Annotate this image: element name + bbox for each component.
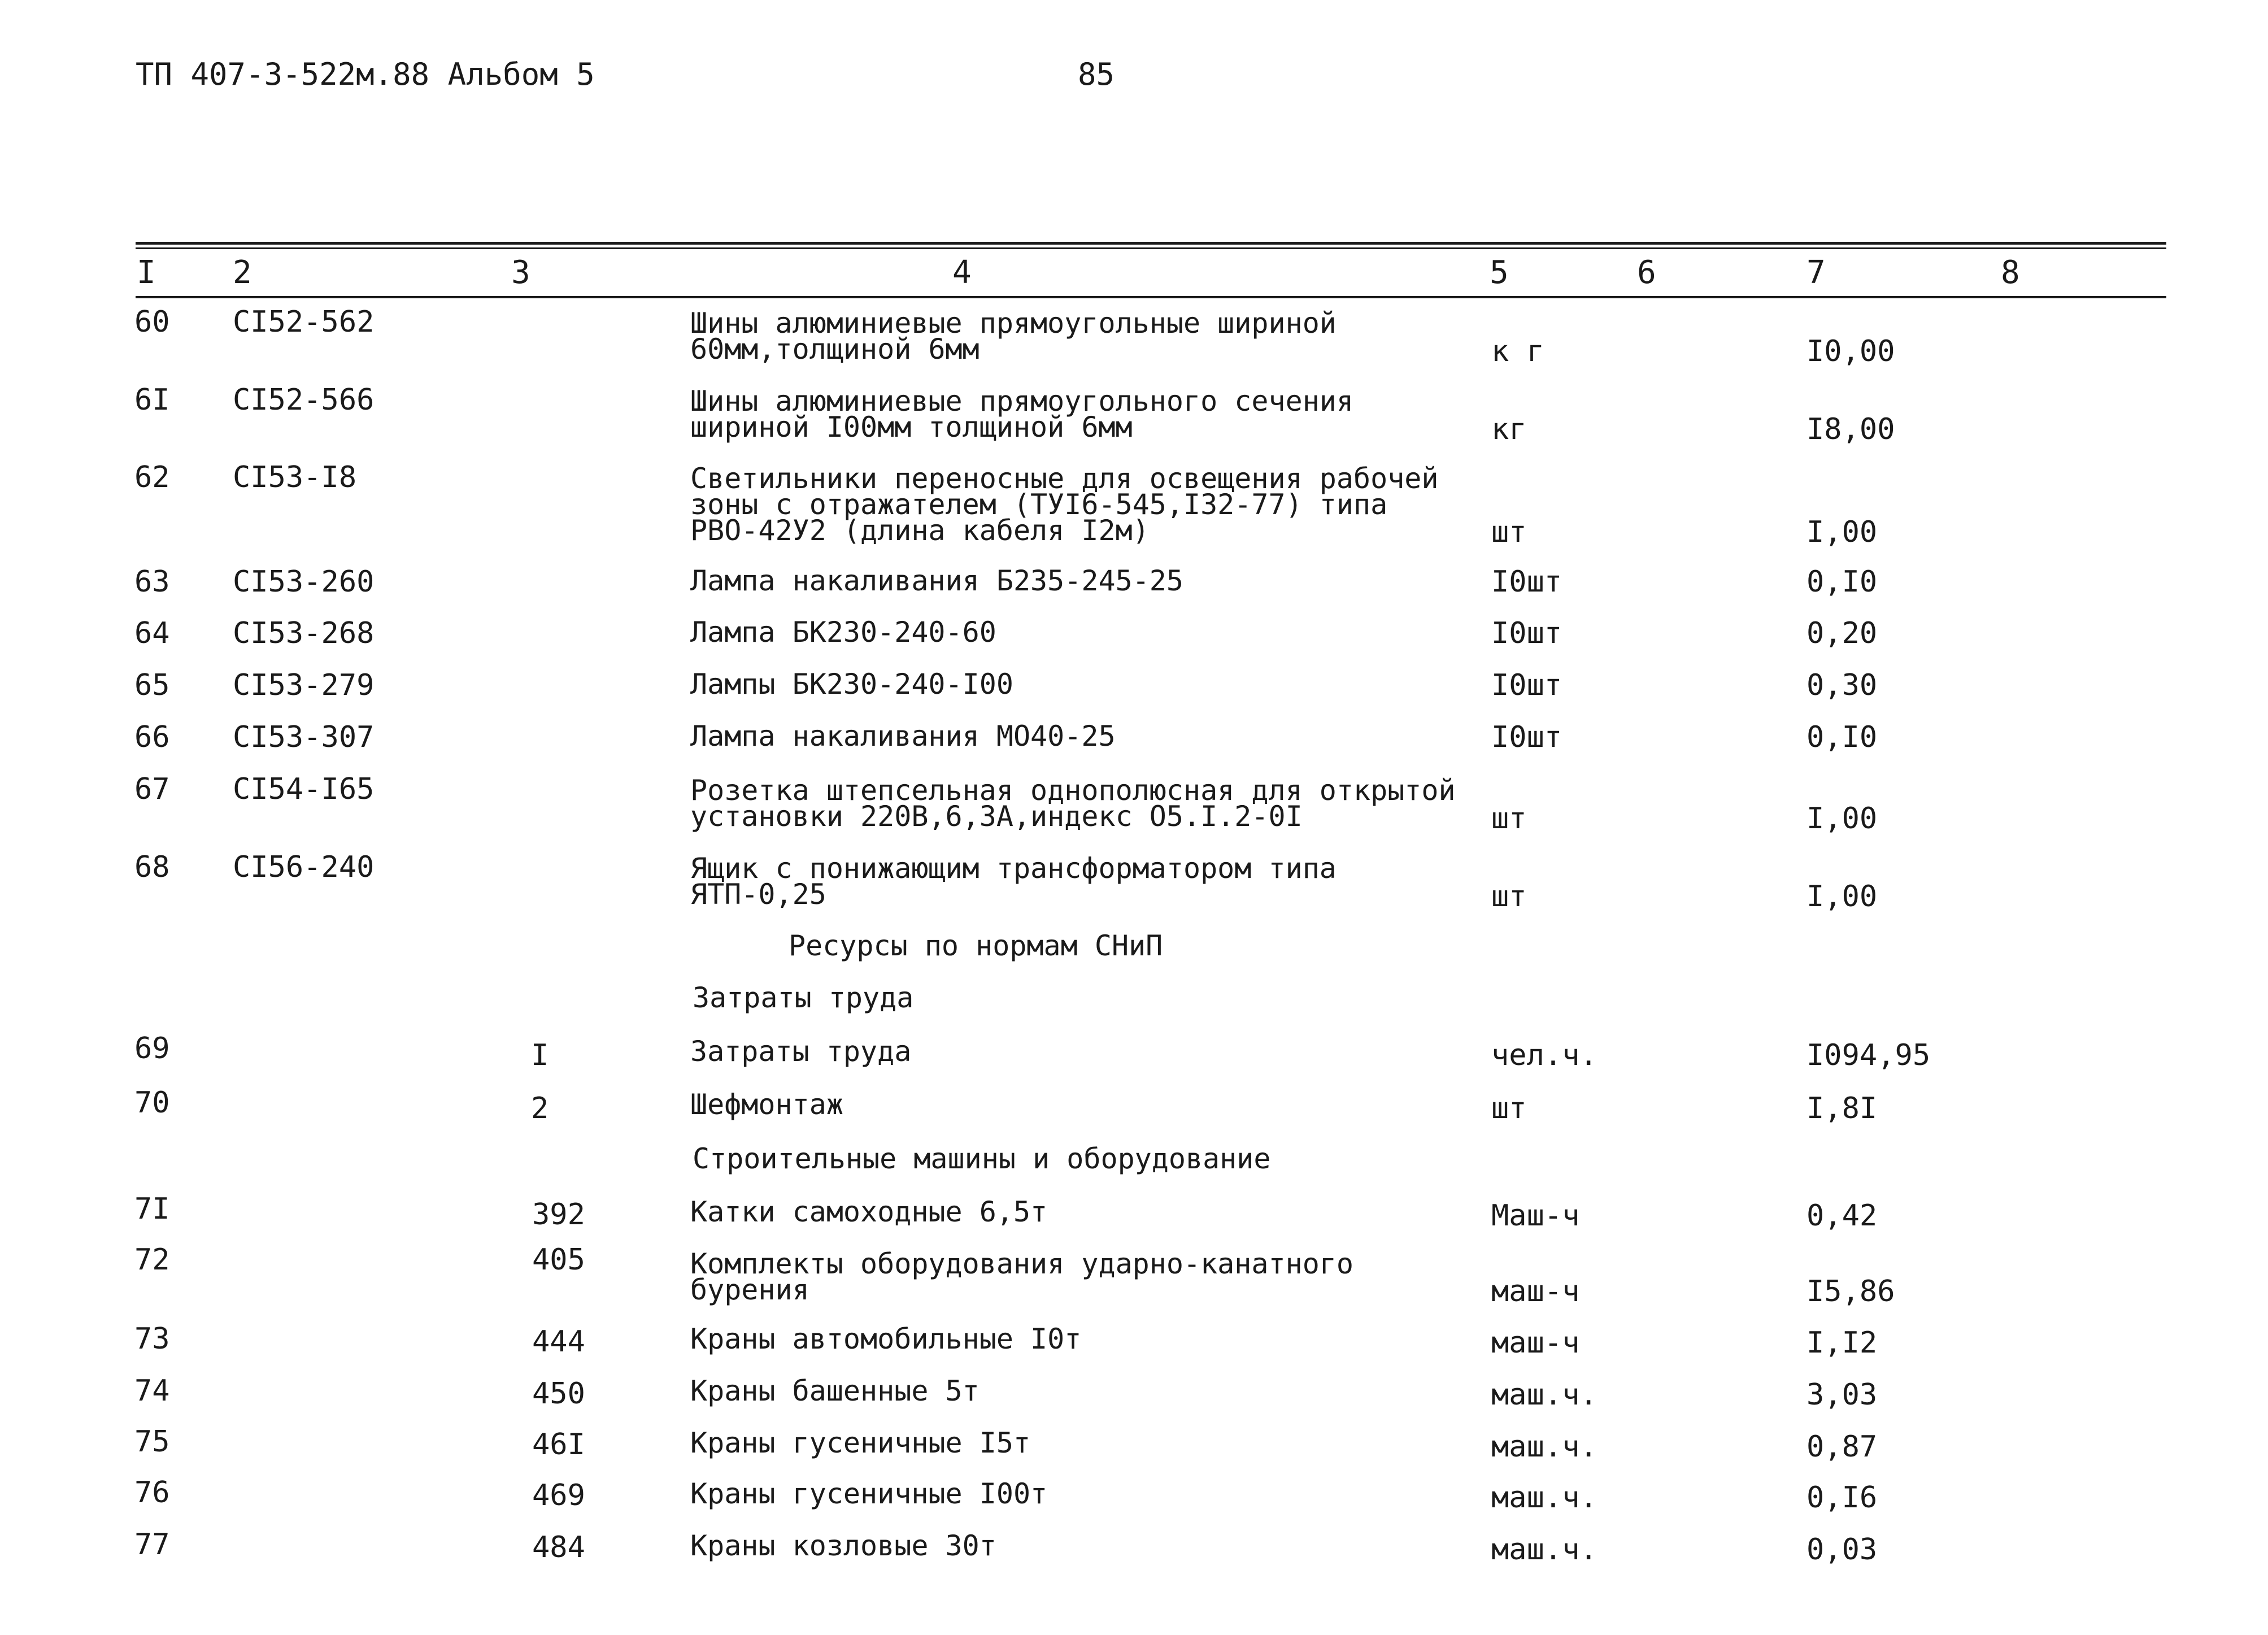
row-quantity: 0,03 <box>1806 1533 1878 1567</box>
row-code: СI52-566 <box>233 383 375 417</box>
row-number: 72 <box>134 1243 170 1277</box>
row-code: СI53-279 <box>233 668 375 702</box>
table-row <box>0 1086 2268 1125</box>
row-description: Краны гусеничные I00т <box>690 1477 1048 1510</box>
row-quantity: I8,00 <box>1806 412 1895 446</box>
row-number: 60 <box>134 305 170 339</box>
document-code: ТП 407-3-522м.88 Альбом 5 <box>136 56 595 92</box>
row-description: Краны козловые 30т <box>690 1529 996 1562</box>
row-description: Затраты труда <box>690 1035 912 1068</box>
row-quantity: 0,I0 <box>1806 720 1878 754</box>
row-unit: маш-ч <box>1491 1275 1580 1308</box>
row-number: 6I <box>134 383 170 417</box>
row-description: Шины алюминиевые прямоугольные шириной 60мм,толщиной 6мм <box>690 307 1337 366</box>
row-quantity: I0,00 <box>1806 334 1895 368</box>
section-heading-machines: Строительные машины и оборудование <box>693 1142 1271 1175</box>
row-unit: шт <box>1491 515 1527 549</box>
row-quantity: I5,86 <box>1806 1275 1895 1308</box>
row-reference: 2 <box>531 1092 549 1125</box>
row-unit: Маш-ч <box>1491 1199 1580 1233</box>
row-reference: 450 <box>532 1377 585 1411</box>
row-description: Катки самоходные 6,5т <box>690 1195 1048 1228</box>
row-unit: кг <box>1491 412 1527 446</box>
row-unit: к г <box>1491 334 1544 368</box>
table-row <box>0 460 2268 549</box>
table-row <box>0 1322 2268 1360</box>
column-header-5: 5 <box>1490 254 1509 291</box>
row-code: СI53-I8 <box>233 460 357 494</box>
row-number: 70 <box>134 1086 170 1120</box>
row-code: СI53-260 <box>233 565 375 599</box>
row-quantity: I,00 <box>1806 515 1878 549</box>
row-description: Шины алюминиевые прямоугольного сечения шириной I00мм толщиной 6мм <box>690 385 1353 443</box>
column-header-2: 2 <box>233 254 252 291</box>
row-quantity: 0,20 <box>1806 616 1878 650</box>
row-unit: маш.ч. <box>1491 1481 1597 1515</box>
table-top-rule-2 <box>136 247 2166 249</box>
row-number: 66 <box>134 720 170 754</box>
row-description: Ящик с понижающим трансформатором типа ЯТП-0,25 <box>690 852 1337 911</box>
row-unit: маш-ч <box>1491 1326 1580 1360</box>
row-quantity: I,00 <box>1806 802 1878 836</box>
row-quantity: 3,03 <box>1806 1378 1878 1412</box>
row-unit: шт <box>1491 1092 1527 1125</box>
row-description: Шефмонтаж <box>690 1088 843 1121</box>
row-code: СI52-562 <box>233 305 375 339</box>
table-row <box>0 616 2268 650</box>
row-reference: 484 <box>532 1530 585 1564</box>
row-number: 75 <box>134 1425 170 1459</box>
table-row <box>0 1032 2268 1072</box>
row-number: 68 <box>134 850 170 884</box>
row-number: 63 <box>134 565 170 599</box>
column-header-8: 8 <box>2001 254 2020 291</box>
section-heading-snip: Ресурсы по нормам СНиП <box>789 929 1163 962</box>
row-description: Лампы БК230-240-I00 <box>690 668 1013 701</box>
row-quantity: I,I2 <box>1806 1326 1878 1360</box>
table-row <box>0 668 2268 702</box>
row-number: 67 <box>134 772 170 806</box>
table-row <box>0 1192 2268 1233</box>
row-unit: I0шт <box>1491 668 1562 702</box>
row-quantity: 0,I0 <box>1806 565 1878 599</box>
row-unit: маш.ч. <box>1491 1533 1597 1567</box>
row-description: Лампа БК230-240-60 <box>690 616 996 649</box>
header-bottom-rule <box>136 296 2166 298</box>
row-code: СI53-307 <box>233 720 375 754</box>
row-code: СI56-240 <box>233 850 375 884</box>
row-unit: маш.ч. <box>1491 1378 1597 1412</box>
row-unit: чел.ч. <box>1491 1038 1597 1072</box>
row-reference: I <box>531 1038 549 1072</box>
table-top-rule-1 <box>136 242 2166 245</box>
table-row <box>0 1243 2268 1308</box>
row-quantity: 0,87 <box>1806 1430 1878 1464</box>
row-unit: I0шт <box>1491 720 1562 754</box>
row-description: Комплекты оборудования ударно-канатного бурения <box>690 1247 1353 1306</box>
row-reference: 405 <box>532 1243 585 1277</box>
row-quantity: I094,95 <box>1806 1038 1931 1072</box>
row-quantity: I,00 <box>1806 880 1878 914</box>
row-description: Розетка штепсельная однополюсная для открытой установки 220В,6,3А,индекс О5.I.2-0I <box>690 774 1456 833</box>
row-number: 76 <box>134 1476 170 1510</box>
row-description: Краны автомобильные I0т <box>690 1323 1082 1355</box>
column-header-6: 6 <box>1637 254 1656 291</box>
table-row <box>0 720 2268 754</box>
section-heading-labor: Затраты труда <box>693 981 914 1014</box>
row-reference: 46I <box>532 1428 585 1462</box>
row-number: 74 <box>134 1374 170 1408</box>
row-unit: маш.ч. <box>1491 1430 1597 1464</box>
table-row <box>0 850 2268 914</box>
row-number: 69 <box>134 1032 170 1066</box>
column-header-7: 7 <box>1806 254 1826 291</box>
row-number: 73 <box>134 1322 170 1356</box>
row-code: СI54-I65 <box>233 772 375 806</box>
row-code: СI53-268 <box>233 616 375 650</box>
table-row <box>0 1425 2268 1464</box>
row-number: 77 <box>134 1528 170 1562</box>
row-description: Светильники переносные для освещения рабочей зоны с отражателем (ТУI6-545,I32-77) типа РВО-42У2 (длина кабеля I2м) <box>690 462 1439 547</box>
row-number: 64 <box>134 616 170 650</box>
page-number: 85 <box>1078 56 1115 92</box>
row-reference: 469 <box>532 1479 585 1512</box>
row-unit: шт <box>1491 802 1527 836</box>
row-number: 7I <box>134 1192 170 1226</box>
row-reference: 444 <box>532 1325 585 1359</box>
row-number: 65 <box>134 668 170 702</box>
row-description: Краны башенные 5т <box>690 1375 980 1407</box>
row-quantity: 0,42 <box>1806 1199 1878 1233</box>
column-header-3: 3 <box>511 254 530 291</box>
table-row <box>0 564 2268 599</box>
row-number: 62 <box>134 460 170 494</box>
row-unit: I0шт <box>1491 565 1562 599</box>
row-reference: 392 <box>532 1198 585 1232</box>
row-unit: шт <box>1491 880 1527 914</box>
row-description: Краны гусеничные I5т <box>690 1427 1031 1459</box>
row-quantity: 0,I6 <box>1806 1481 1878 1515</box>
table-row <box>0 1528 2268 1567</box>
row-description: Лампа накаливания МО40-25 <box>690 720 1116 753</box>
row-quantity: 0,30 <box>1806 668 1878 702</box>
row-description: Лампа накаливания Б235-245-25 <box>690 564 1183 597</box>
table-row <box>0 383 2268 446</box>
table-row <box>0 305 2268 368</box>
column-header-4: 4 <box>952 254 972 291</box>
column-header-1: I <box>137 254 156 291</box>
row-unit: I0шт <box>1491 616 1562 650</box>
table-row <box>0 1374 2268 1412</box>
row-quantity: I,8I <box>1806 1092 1878 1125</box>
table-row <box>0 772 2268 836</box>
table-row <box>0 1476 2268 1515</box>
